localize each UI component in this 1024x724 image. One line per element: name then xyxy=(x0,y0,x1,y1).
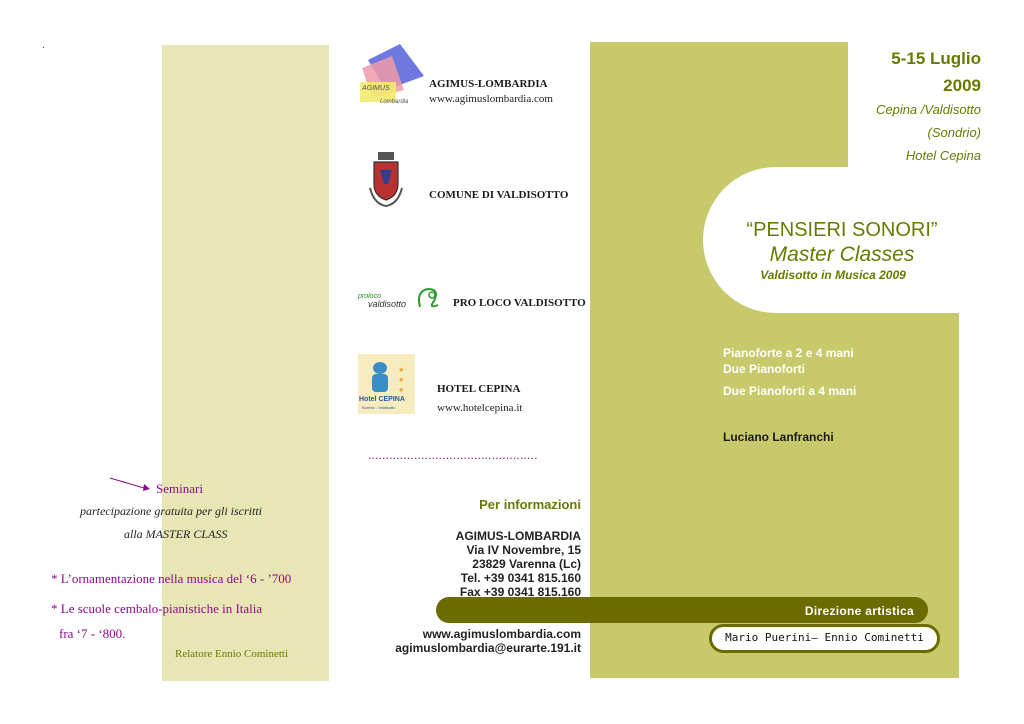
svg-text:★: ★ xyxy=(398,367,405,374)
info-web: www.agimuslombardia.com xyxy=(422,627,581,641)
agimus-logo-text: AGIMUS xyxy=(362,85,390,92)
event-subtitle: Master Classes xyxy=(769,243,915,266)
agimus-url: www.agimuslombardia.com xyxy=(429,93,553,105)
event-year: 2009 xyxy=(943,76,981,95)
hotel-logo xyxy=(358,354,415,414)
info-email: agimuslombardia@eurarte.191.it xyxy=(395,641,581,655)
corner-mark: . xyxy=(42,40,45,51)
event-place-1: Cepina /Valdisotto xyxy=(875,102,981,117)
proloco-logo-text-2: valdisotto xyxy=(368,299,407,309)
seminari-line-1: partecipazione gratuita per gli iscritti xyxy=(80,504,262,518)
proloco-swirl-icon xyxy=(358,283,444,311)
event-place-2: (Sondrio) xyxy=(927,125,981,140)
info-address-2: 23829 Varenna (Lc) xyxy=(472,557,581,571)
info-fax: Fax +39 0341 815.160 xyxy=(459,585,581,599)
info-address-1: Via IV Novembre, 15 xyxy=(466,543,581,557)
agimus-name: AGIMUS-LOMBARDIA xyxy=(429,78,548,90)
proloco-logo xyxy=(358,283,444,311)
agimus-logo-graphic xyxy=(358,42,426,106)
seminari-topic-1: * L’ornamentazione nella musica del ‘6 - ’700 xyxy=(51,571,292,586)
hotel-url: www.hotelcepina.it xyxy=(437,402,523,414)
info-tel: Tel. +39 0341 815.160 xyxy=(460,571,581,585)
seminari-topic-2a: * Le scuole cembalo-pianistiche in Italia xyxy=(51,601,263,616)
proloco-logo-text-1: proloco xyxy=(358,293,381,300)
direction-names: Mario Puerini– Ennio Cominetti xyxy=(725,631,924,644)
direction-label: Direzione artistica xyxy=(804,604,914,618)
agimus-logo-sub: Lombardia xyxy=(380,99,409,105)
event-place-3: Hotel Cepina xyxy=(905,148,981,163)
seminari-topic-2b: fra ‘7 - ‘800. xyxy=(59,626,126,641)
svg-text:★: ★ xyxy=(398,387,405,394)
info-org: AGIMUS-LOMBARDIA xyxy=(455,529,581,543)
arrow-icon xyxy=(108,476,152,494)
seminari-line-2: alla MASTER CLASS xyxy=(124,527,228,541)
proloco-name: PRO LOCO VALDISOTTO xyxy=(453,297,586,309)
agimus-logo xyxy=(358,42,426,106)
course-line-1: Pianoforte a 2 e 4 mani xyxy=(723,346,854,360)
course-teacher: Luciano Lanfranchi xyxy=(723,430,834,444)
hotel-logo-sub: Bormio - Valdisotto xyxy=(362,405,396,410)
course-line-2: Due Pianoforti xyxy=(723,362,806,376)
info-heading: Per informazioni xyxy=(479,497,581,512)
dotted-separator: ................................................ xyxy=(368,448,538,462)
comune-crest-icon xyxy=(366,150,406,210)
hotel-name: HOTEL CEPINA xyxy=(437,383,521,395)
course-line-3: Due Pianoforti a 4 mani xyxy=(723,384,857,398)
event-tagline: Valdisotto in Musica 2009 xyxy=(760,268,906,282)
comune-name: COMUNE DI VALDISOTTO xyxy=(429,189,569,201)
seminari-heading: Seminari xyxy=(156,481,203,496)
event-dates: 5-15 Luglio xyxy=(891,49,981,68)
hotel-logo-text: Hotel CEPINA xyxy=(359,396,405,403)
seminari-speaker: Relatore Ennio Cominetti xyxy=(175,648,289,660)
event-title: “PENSIERI SONORI” xyxy=(746,219,938,241)
svg-text:★: ★ xyxy=(398,377,405,384)
